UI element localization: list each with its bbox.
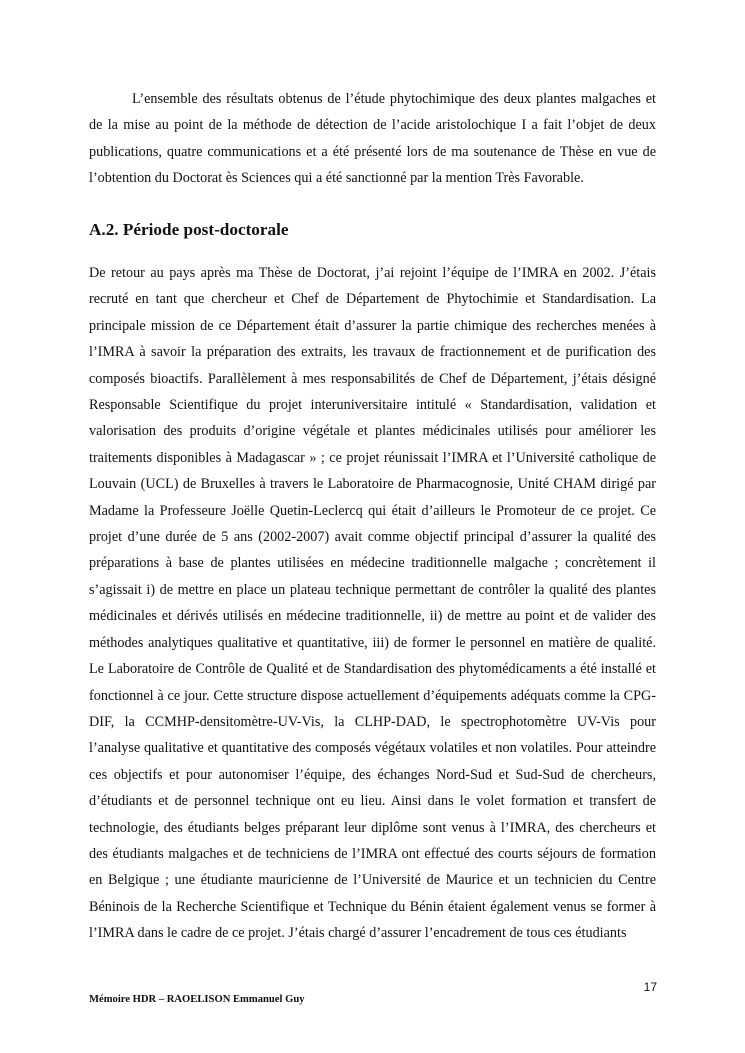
intro-paragraph: L’ensemble des résultats obtenus de l’étude phytochimique des deux plantes malgaches et de la mise au point de la méthode de détection de l’acide aristolochique I a fait l’objet de deux publications, quatre communications et a été présenté lors de ma soutenance de Thèse en vue de l’obtention du Doctorat ès Sciences qui a été sanctionné par la mention Très Favorable. <box>89 91 656 187</box>
page-number: 17 <box>643 980 657 994</box>
page-footer: Mémoire HDR – RAOELISON Emmanuel Guy <box>89 994 305 1005</box>
section-heading: A.2. Période post-doctorale <box>89 220 289 239</box>
post-doctoral-paragraph: De retour au pays après ma Thèse de Doctorat, j’ai rejoint l’équipe de l’IMRA en 2002. J’étais recruté en tant que chercheur et Chef de Département de Phytochimie et Standardisation. La principale mission de ce Département était d’assurer la partie chimique des recherches menées à l’IMRA à savoir la préparation des extraits, les travaux de fractionnement et de purification des composés bioactifs. Parallèlement à mes responsabilités de Chef de Département, j’étais désigné Responsable Scientifique du projet interuniversitaire intitulé « Standardisation, validation et valorisation des produits d’origine végétale et plantes médicinales utilisés pour améliorer les traitements disponibles à Madagascar » ; ce projet réunissait l’IMRA et l’Université catholique de Louvain (UCL) de Bruxelles à travers le Laboratoire de Pharmacognosie, Unité CHAM dirigé par Madame la Professeure Joëlle Quetin-Leclercq qui était d’ailleurs le Promoteur de ce projet. Ce projet d’une durée de 5 ans (2002-2007) avait comme objectif principal d’assurer la qualité des préparations à base de plantes utilisées en médecine traditionnelle malgache ; concrètement il s’agissait i) de mettre en place un plateau technique permettant de contrôler la qualité des plantes médicinales et dérivés utilisés en médecine traditionnelle, ii) de mettre au point et de valider des méthodes analytiques qualitative et quantitative, iii) de former le personnel en matière de qualité. Le Laboratoire de Contrôle de Qualité et de Standardisation des phytomédicaments a été installé et fonctionnel à ce jour. Cette structure dispose actuellement d’équipements adéquats comme la CPG-DIF, la CCMHP-densitomètre-UV-Vis, la CLHP-DAD, le spectrophotomètre UV-Vis pour l’analyse qualitative et quantitative des composés végétaux volatiles et non volatiles. Pour atteindre ces objectifs et pour autonomiser l’équipe, des échanges Nord-Sud et Sud-Sud de chercheurs, d’étudiants et de personnel technique ont eu lieu. Ainsi dans le volet formation et transfert de technologie, des étudiants belges préparant leur diplôme sont venus à l’IMRA, des chercheurs et des étudiants malgaches et de techniciens de l’IMRA ont effectué des courts séjours de formation en Belgique ; une étudiante mauricienne de l’Université de Maurice et un technicien du Centre Béninois de la Recherche Scientifique et Technique du Bénin étaient également venus se former à l’IMRA dans le cadre de ce projet. J’étais chargé d’assurer l’encadrement de tous ces étudiants <box>89 265 656 942</box>
